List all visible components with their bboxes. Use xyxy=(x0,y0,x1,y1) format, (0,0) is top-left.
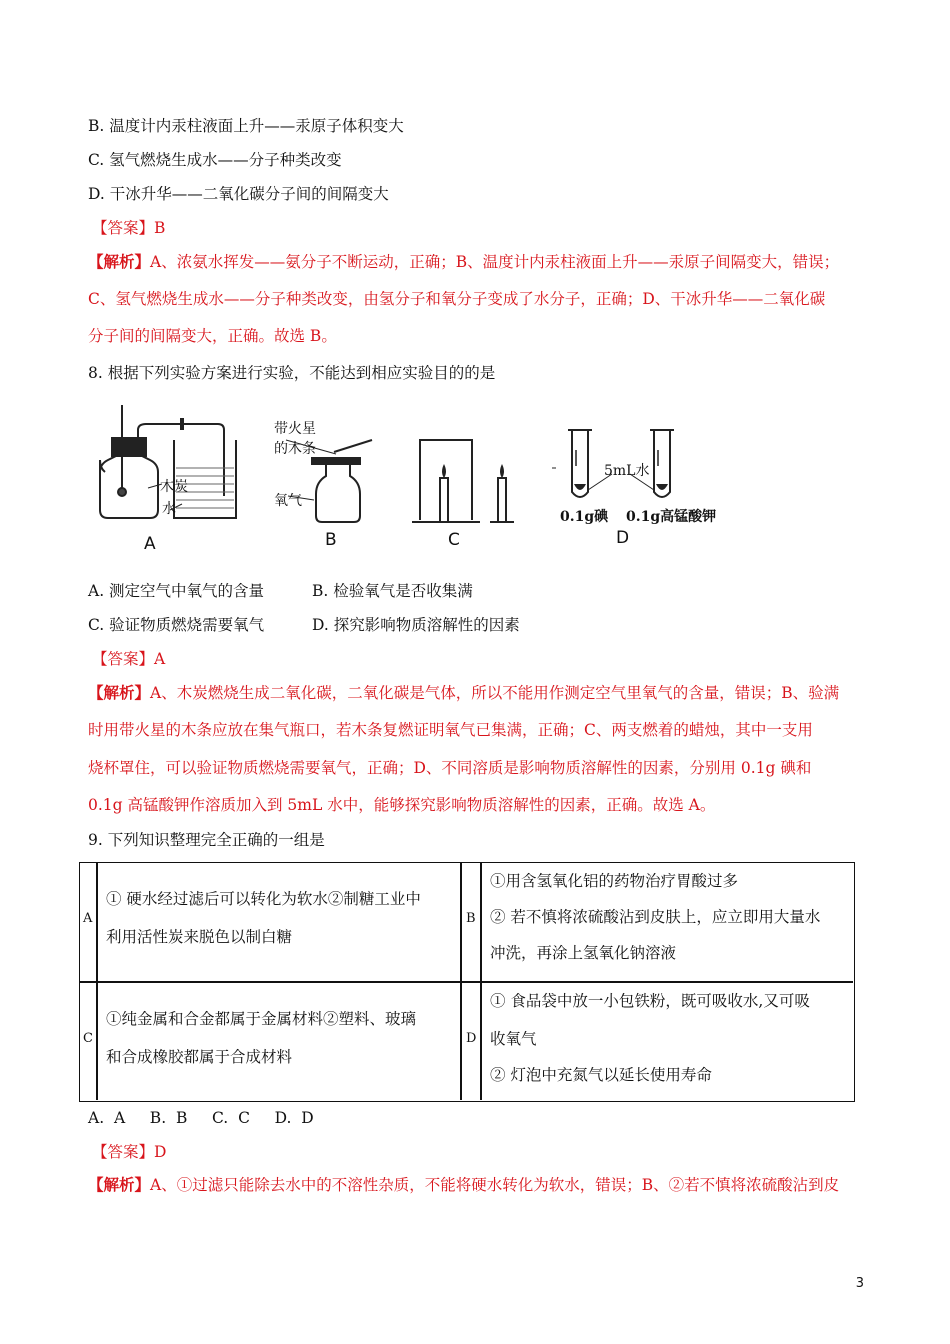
fig-b-oxygen-label: 氧气 xyxy=(274,493,302,509)
row-c-line-2: 和合成橡胶都属于合成材料 xyxy=(106,1048,293,1066)
q8-analysis-line-4: 0.1g 高锰酸钾作溶质加入到 5mL 水中，能够探究影响物质溶解性的因素，正确。故选 A。 xyxy=(88,796,716,814)
row-a-label: A xyxy=(83,911,93,926)
analysis-tag: 【解析】 xyxy=(88,1175,151,1194)
fig-a-water-label: 水 xyxy=(162,501,176,517)
row-d-label: D xyxy=(466,1031,477,1046)
q7-analysis-line-1 xyxy=(88,252,839,272)
q7-option-d: D. 干冰升华——二氧化碳分子间的间隔变大 xyxy=(88,185,389,203)
q8-answer xyxy=(92,649,165,669)
q9-answer xyxy=(92,1142,166,1162)
answer-value: D xyxy=(154,1143,167,1161)
q7-analysis-line-3: 分子间的间隔变大，正确。故选 B。 xyxy=(88,327,337,345)
fig-d-label: D xyxy=(616,528,630,548)
q9-table xyxy=(79,862,855,1102)
q7-analysis-line-2: C、氢气燃烧生成水——分子种类改变，由氢分子和氧分子变成了水分子，正确；D、干冰升华——二氧化碳 xyxy=(88,290,826,308)
row-d-line-2: 收氧气 xyxy=(490,1030,537,1048)
analysis-tag: 【解析】 xyxy=(88,683,151,702)
fig-a-charcoal-label: 木炭 xyxy=(160,479,188,495)
analysis-text: A、木炭燃烧生成二氧化碳，二氧化碳是气体，所以不能用作测定空气里氧气的含量，错误；B、验满 xyxy=(150,684,840,702)
q8-option-a: A. 测定空气中氧气的含量 xyxy=(88,582,265,600)
answer-value: B xyxy=(154,219,166,237)
fig-d-left-label: 0.1g碘 xyxy=(560,509,609,525)
fig-b-stick-label-1: 带火星 xyxy=(274,421,316,437)
analysis-text: A、①过滤只能除去水中的不溶性杂质，不能将硬水转化为软水，错误；B、②若不慎将浓硫酸沾到皮 xyxy=(150,1176,840,1194)
fig-d-water-label: 5mL水 xyxy=(604,463,650,479)
row-a-line-2: 利用活性炭来脱色以制白糖 xyxy=(106,928,293,946)
q8-option-d: D. 探究影响物质溶解性的因素 xyxy=(312,616,520,634)
fig-a-label: A xyxy=(144,534,156,554)
a-bottle xyxy=(100,456,158,518)
answer-tag: 【答案】 xyxy=(92,219,155,237)
page-number: 3 xyxy=(855,1276,864,1291)
b-glass-plate xyxy=(312,458,360,464)
row-d-line-3: ② 灯泡中充氮气以延长使用寿命 xyxy=(490,1066,712,1084)
fig-d-right-label: 0.1g高锰酸钾 xyxy=(626,509,717,525)
a-stopper xyxy=(112,438,146,456)
row-c-line-1: ①纯金属和合金都属于金属材料②塑料、玻璃 xyxy=(106,1010,417,1028)
c-candle-2 xyxy=(498,478,506,522)
q8-stem: 8. 根据下列实验方案进行实验，不能达到相应实验目的的是 xyxy=(88,364,496,382)
q8-analysis-line-1 xyxy=(88,683,839,703)
row-a-line-1: ① 硬水经过滤后可以转化为软水②制糖工业中 xyxy=(106,890,421,908)
q8-analysis-line-3: 烧杯罩住，可以验证物质燃烧需要氧气，正确；D、不同溶质是影响物质溶解性的因素，分别用 0.1g 碘和 xyxy=(88,759,812,777)
row-c-label: C xyxy=(83,1031,93,1046)
q8-option-b: B. 检验氧气是否收集满 xyxy=(312,582,473,600)
fig-b-label: B xyxy=(325,530,337,550)
q8-analysis-line-2: 时用带火星的木条应放在集气瓶口，若木条复燃证明氧气已集满，正确；C、两支燃着的蜡烛，其中一支用 xyxy=(88,721,813,739)
q9-analysis-line-1 xyxy=(88,1175,839,1195)
analysis-text: A、浓氨水挥发——氨分子不断运动，正确；B、温度计内汞柱液面上升——汞原子间隔变大，错误； xyxy=(150,253,840,271)
row-b-label: B xyxy=(466,911,476,926)
fig-b-stick-label-2: 的木条 xyxy=(274,441,316,457)
q7-option-c: C. 氢气燃烧生成水——分子种类改变 xyxy=(88,151,342,169)
q9-stem: 9. 下列知识整理完全正确的一组是 xyxy=(88,831,325,849)
fig-c-label: C xyxy=(448,530,460,550)
c-candle-1 xyxy=(440,478,448,522)
c-beaker xyxy=(420,440,472,520)
q7-answer xyxy=(92,218,165,238)
row-b-line-1: ①用含氢氧化铝的药物治疗胃酸过多 xyxy=(490,872,739,890)
answer-tag: 【答案】 xyxy=(92,650,155,668)
q9-options: A. A B. B C. C D. D xyxy=(88,1109,314,1127)
row-b-line-2: ② 若不慎将浓硫酸沾到皮肤上，应立即用大量水 xyxy=(490,908,821,926)
answer-tag: 【答案】 xyxy=(92,1143,155,1161)
row-b-line-3: 冲洗，再涂上氢氧化钠溶液 xyxy=(490,944,677,962)
analysis-tag: 【解析】 xyxy=(88,252,151,271)
q7-option-b: B. 温度计内汞柱液面上升——汞原子体积变大 xyxy=(88,117,404,135)
answer-value: A xyxy=(154,650,166,668)
b-bottle xyxy=(316,464,360,522)
q8-option-c: C. 验证物质燃烧需要氧气 xyxy=(88,616,265,634)
row-d-line-1: ① 食品袋中放一小包铁粉，既可吸收水,又可吸 xyxy=(490,992,810,1010)
